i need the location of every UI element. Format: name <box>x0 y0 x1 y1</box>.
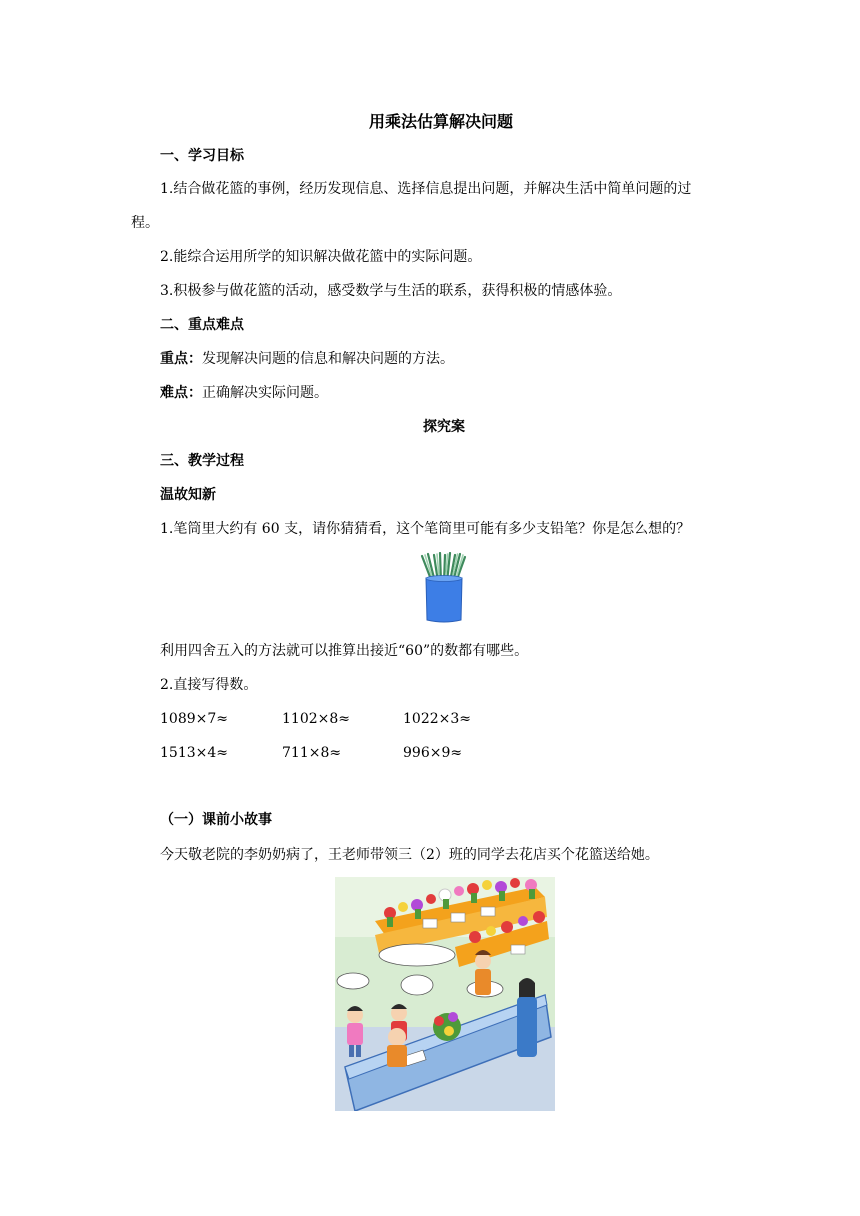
story-heading: （一）课前小故事 <box>160 812 272 828</box>
exercise-item: 1089×7≈ <box>160 711 228 727</box>
goal-item-2: 2.能综合运用所学的知识解决做花篮中的实际问题。 <box>160 249 482 265</box>
section-heading-process: 三、教学过程 <box>160 453 244 469</box>
review-heading: 温故知新 <box>160 487 216 503</box>
key-point-label: 重点： <box>160 351 202 367</box>
exercise-item: 1102×8≈ <box>282 711 350 727</box>
exercise-item: 711×8≈ <box>282 745 342 761</box>
document-title: 用乘法估算解决问题 <box>369 112 514 131</box>
difficulty-text: 正确解决实际问题。 <box>202 385 328 401</box>
section-heading-goals: 一、学习目标 <box>160 148 244 164</box>
difficulty-line <box>160 384 328 402</box>
question-1-note: 利用四舍五入的方法就可以推算出接近“60”的数都有哪些。 <box>160 643 529 659</box>
question-1: 1.笔筒里大约有 60 支，请你猜猜看，这个笔筒里可能有多少支铅笔？你是怎么想的？ <box>160 521 691 537</box>
flower-shop-image <box>335 877 555 1111</box>
goal-item-1: 1.结合做花篮的事例，经历发现信息、选择信息提出问题，并解决生活中简单问题的过 <box>160 181 692 197</box>
key-point-line <box>160 350 454 368</box>
pencil-cup-image <box>418 552 470 624</box>
section-heading-keypoints: 二、重点难点 <box>160 317 244 333</box>
goal-item-3: 3.积极参与做花篮的活动，感受数学与生活的联系，获得积极的情感体验。 <box>160 283 622 299</box>
key-point-text: 发现解决问题的信息和解决问题的方法。 <box>202 351 454 367</box>
exercise-item: 1513×4≈ <box>160 745 228 761</box>
exercise-item: 996×9≈ <box>403 745 463 761</box>
story-text: 今天敬老院的李奶奶病了，王老师带领三（2）班的同学去花店买个花篮送给她。 <box>160 847 659 863</box>
difficulty-label: 难点： <box>160 385 202 401</box>
subtitle: 探究案 <box>423 419 465 435</box>
exercise-item: 1022×3≈ <box>403 711 471 727</box>
question-2: 2.直接写得数。 <box>160 677 258 693</box>
goal-item-1-cont: 程。 <box>131 215 159 231</box>
